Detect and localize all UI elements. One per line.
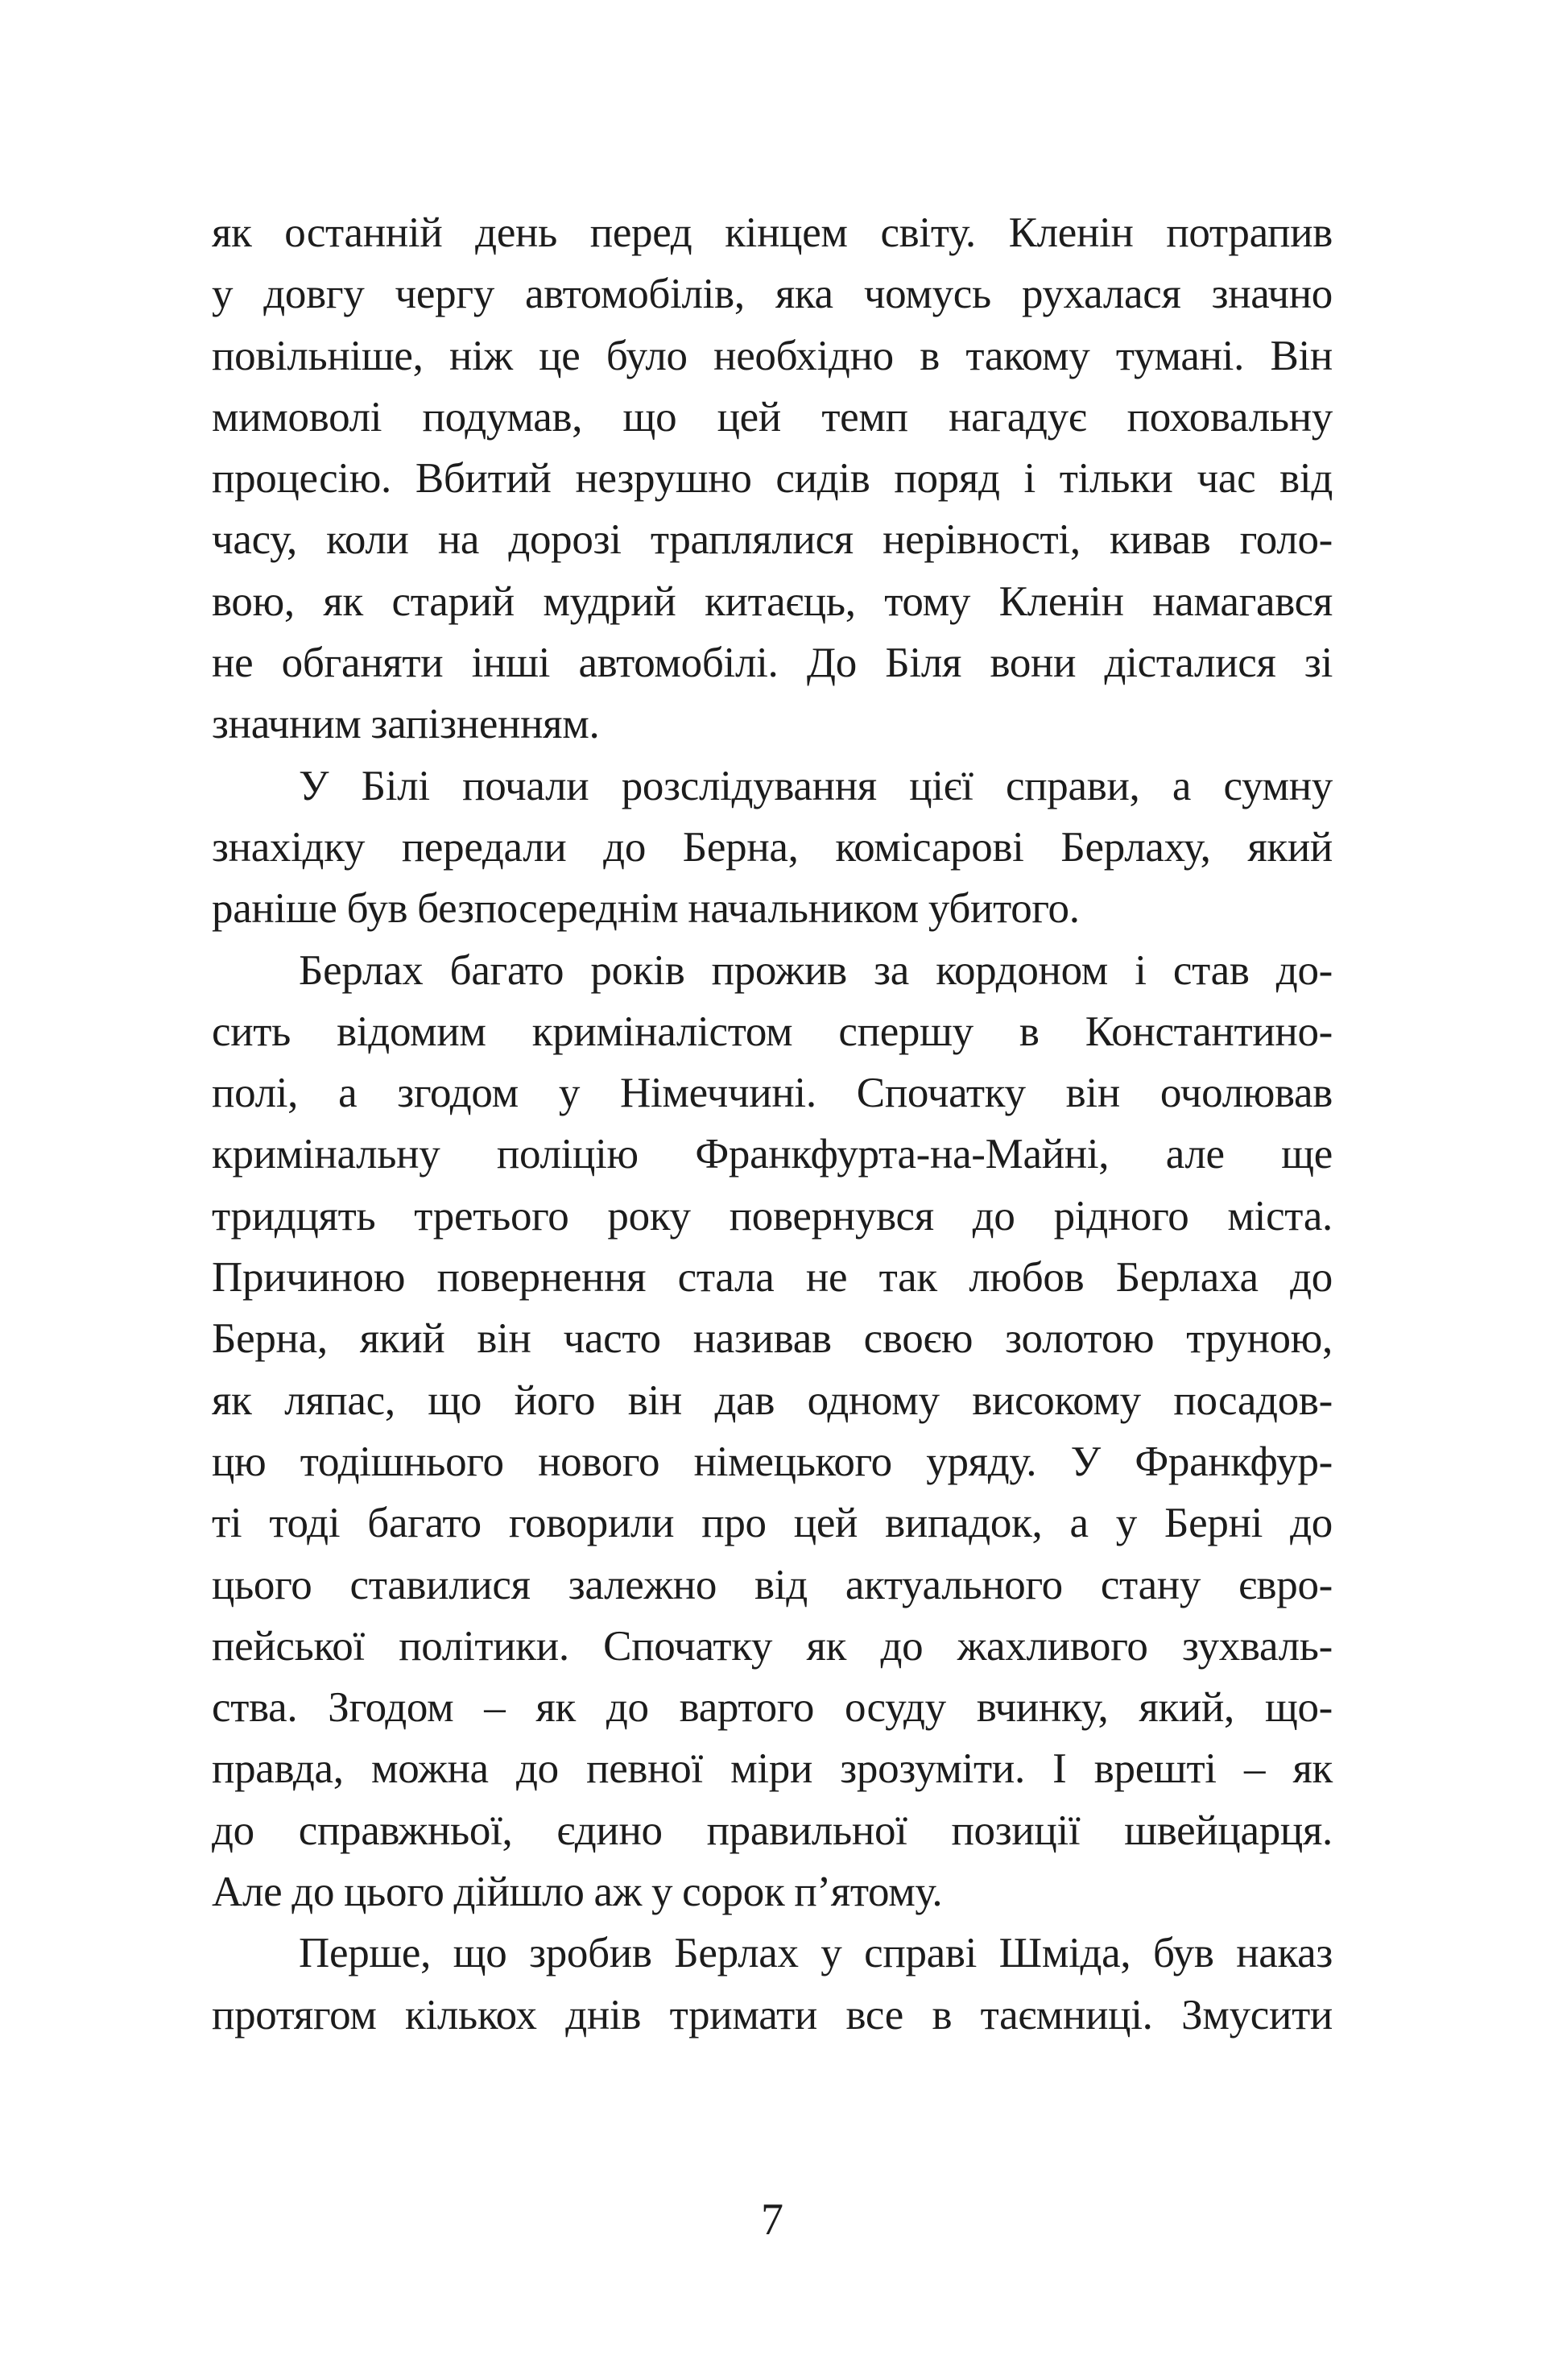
text-line: Берлах багато років прожив за кордоном і став до- [299,946,1333,994]
paragraph [212,755,1333,940]
text-line: як останній день перед кінцем світу. Кленін потрапив [212,209,1333,256]
text-line: знахідку передали до Берна, комісарові Берлаху, який [212,823,1333,871]
text-line: ті тоді багато говорили про цей випадок, а у Берні до [212,1500,1333,1547]
text-line: сить відомим криміналістом спершу в Константино- [212,1008,1333,1055]
text-line: кримінальну поліцію Франкфурта-на-Майні, але ще [212,1131,1333,1178]
text-line: Причиною повернення стала не так любов Берлаха до [212,1254,1333,1302]
text-line: Перше, що зробив Берлах у справі Шміда, був наказ [299,1930,1333,1977]
text-line: значним запізненням. [212,701,600,748]
paragraph [212,940,1333,1923]
text-line: правда, можна до певної міри зрозуміти. І врешті – як [212,1745,1333,1793]
paragraph [212,1923,1333,2046]
text-line: як ляпас, що його він дав одному високому посадов- [212,1376,1333,1424]
text-line: до справжньої, єдино правильної позиції швейцарця. [212,1807,1333,1854]
text-line: часу, коли на дорозі траплялися нерівності, кивав голо- [212,516,1333,564]
text-line: процесію. Вбитий незрушно сидів поряд і тільки час від [212,455,1333,503]
text-line: не обганяти інші автомобілі. До Біля вони дісталися зі [212,639,1333,687]
text-line: вою, як старий мудрий китаєць, тому Кленін намагався [212,577,1333,625]
text-line: цю тодішнього нового німецького уряду. У Франкфур- [212,1438,1333,1485]
text-line: пейської політики. Спочатку як до жахливого зухваль- [212,1622,1333,1670]
paragraph [212,202,1333,755]
text-line: повільніше, ніж це було необхідно в такому тумані. Він [212,332,1333,379]
text-line: полі, а згодом у Німеччині. Спочатку він очолював [212,1070,1333,1117]
text-line: раніше був безпосереднім начальником убитого. [212,885,1080,933]
page-number: 7 [761,2195,783,2245]
text-line: тридцять третього року повернувся до рідного міста. [212,1192,1333,1240]
text-block [212,202,1333,2046]
text-line: Берна, який він часто називав своєю золотою труною, [212,1315,1333,1363]
text-line: Але до цього дійшло аж у сорок п’ятому. [212,1869,943,1916]
text-line: У Білі почали розслідування цієї справи, а сумну [299,762,1333,809]
text-line: цього ставилися залежно від актуального стану євро- [212,1561,1333,1608]
text-line: мимоволі подумав, що цей темп нагадує поховальну [212,393,1333,441]
text-line: ства. Згодом – як до вартого осуду вчинку, який, що- [212,1684,1333,1732]
text-line: протягом кількох днів тримати все в таємниці. Змусити [212,1991,1333,2039]
text-line: у довгу чергу автомобілів, яка чомусь рухалася значно [212,271,1333,318]
